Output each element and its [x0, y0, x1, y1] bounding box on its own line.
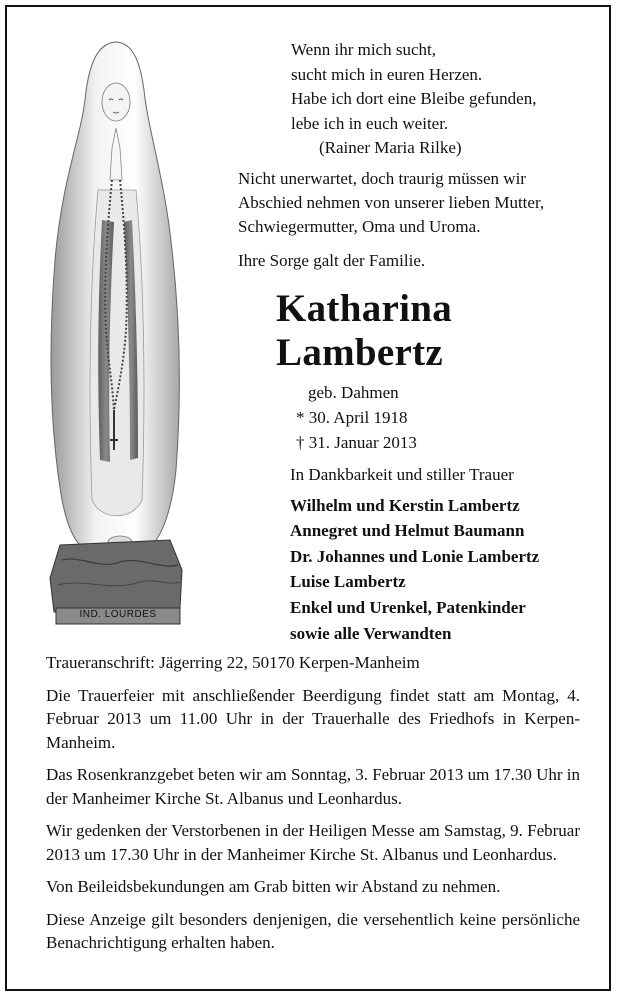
maiden-name: geb. Dahmen — [308, 383, 399, 402]
funeral-info: Die Trauerfeier mit anschließender Beerdigung findet statt am Montag, 4. Februar 2013 um 11.00 Uhr in der Trauerhalle des Friedhofs in Kerpen-Manheim. — [46, 685, 580, 752]
farewell-paragraph: Nicht unerwartet, doch traurig müssen wir Abschied nehmen von unserer lieben Mutter, Schwiegermutter, Oma und Uroma. — [238, 169, 545, 236]
condolences-info: Von Beileidsbekundungen am Grab bitten wir Abstand zu nehmen. — [46, 877, 501, 896]
mourner-name: Enkel und Urenkel, Patenkinder — [290, 597, 526, 617]
mourner-name: Luise Lambertz — [290, 572, 406, 592]
maiden-name-block — [308, 380, 399, 405]
poem-line: sucht mich in euren Herzen. — [291, 64, 483, 84]
mourners-lead: In Dankbarkeit und stiller Trauer — [290, 465, 514, 484]
statue-base-inscription: IND. LOURDES — [79, 609, 157, 620]
care-paragraph: Ihre Sorge galt der Familie. — [238, 251, 426, 270]
life-dates — [296, 405, 417, 455]
poem-author: (Rainer Maria Rilke) — [319, 138, 462, 157]
first-name: Katharina — [276, 287, 453, 330]
mourner-name: Wilhelm und Kerstin Lambertz — [290, 495, 520, 515]
intro-text — [238, 167, 580, 283]
mourners-list — [290, 462, 539, 646]
notice-info: Diese Anzeige gilt besonders denjenigen, die versehentlich keine persönliche Benachrichtigung erhalten haben. — [46, 909, 580, 952]
madonna-statue-image — [40, 30, 190, 630]
rosary-info: Das Rosenkranzgebet beten wir am Sonntag, 3. Februar 2013 um 17.30 Uhr in der Manheimer Kirche St. Albanus und Leonhardus. — [46, 765, 580, 808]
last-name: Lambertz — [276, 331, 444, 374]
funeral-details — [46, 651, 580, 964]
mourning-address: Traueranschrift: Jägerring 22, 50170 Kerpen-Manheim — [46, 653, 420, 672]
mourner-name: Dr. Johannes und Lonie Lambertz — [290, 546, 540, 566]
birth-date: * 30. April 1918 — [296, 408, 408, 427]
poem-line: Habe ich dort eine Bleibe gefunden, — [291, 89, 537, 108]
poem-line: lebe ich in euch weiter. — [291, 113, 449, 133]
mourner-name: sowie alle Verwandten — [290, 623, 452, 643]
poem-line: Wenn ihr mich sucht, — [291, 40, 436, 59]
rilke-poem — [291, 38, 536, 161]
mourner-name: Annegret und Helmut Baumann — [290, 521, 525, 541]
death-date: † 31. Januar 2013 — [296, 433, 417, 452]
mass-info: Wir gedenken der Verstorbenen in der Heiligen Messe am Samstag, 9. Februar 2013 um 17.30 Uhr in der Manheimer Kirche St. Albanus und Leonhardus. — [46, 821, 580, 864]
deceased-name — [276, 287, 452, 375]
